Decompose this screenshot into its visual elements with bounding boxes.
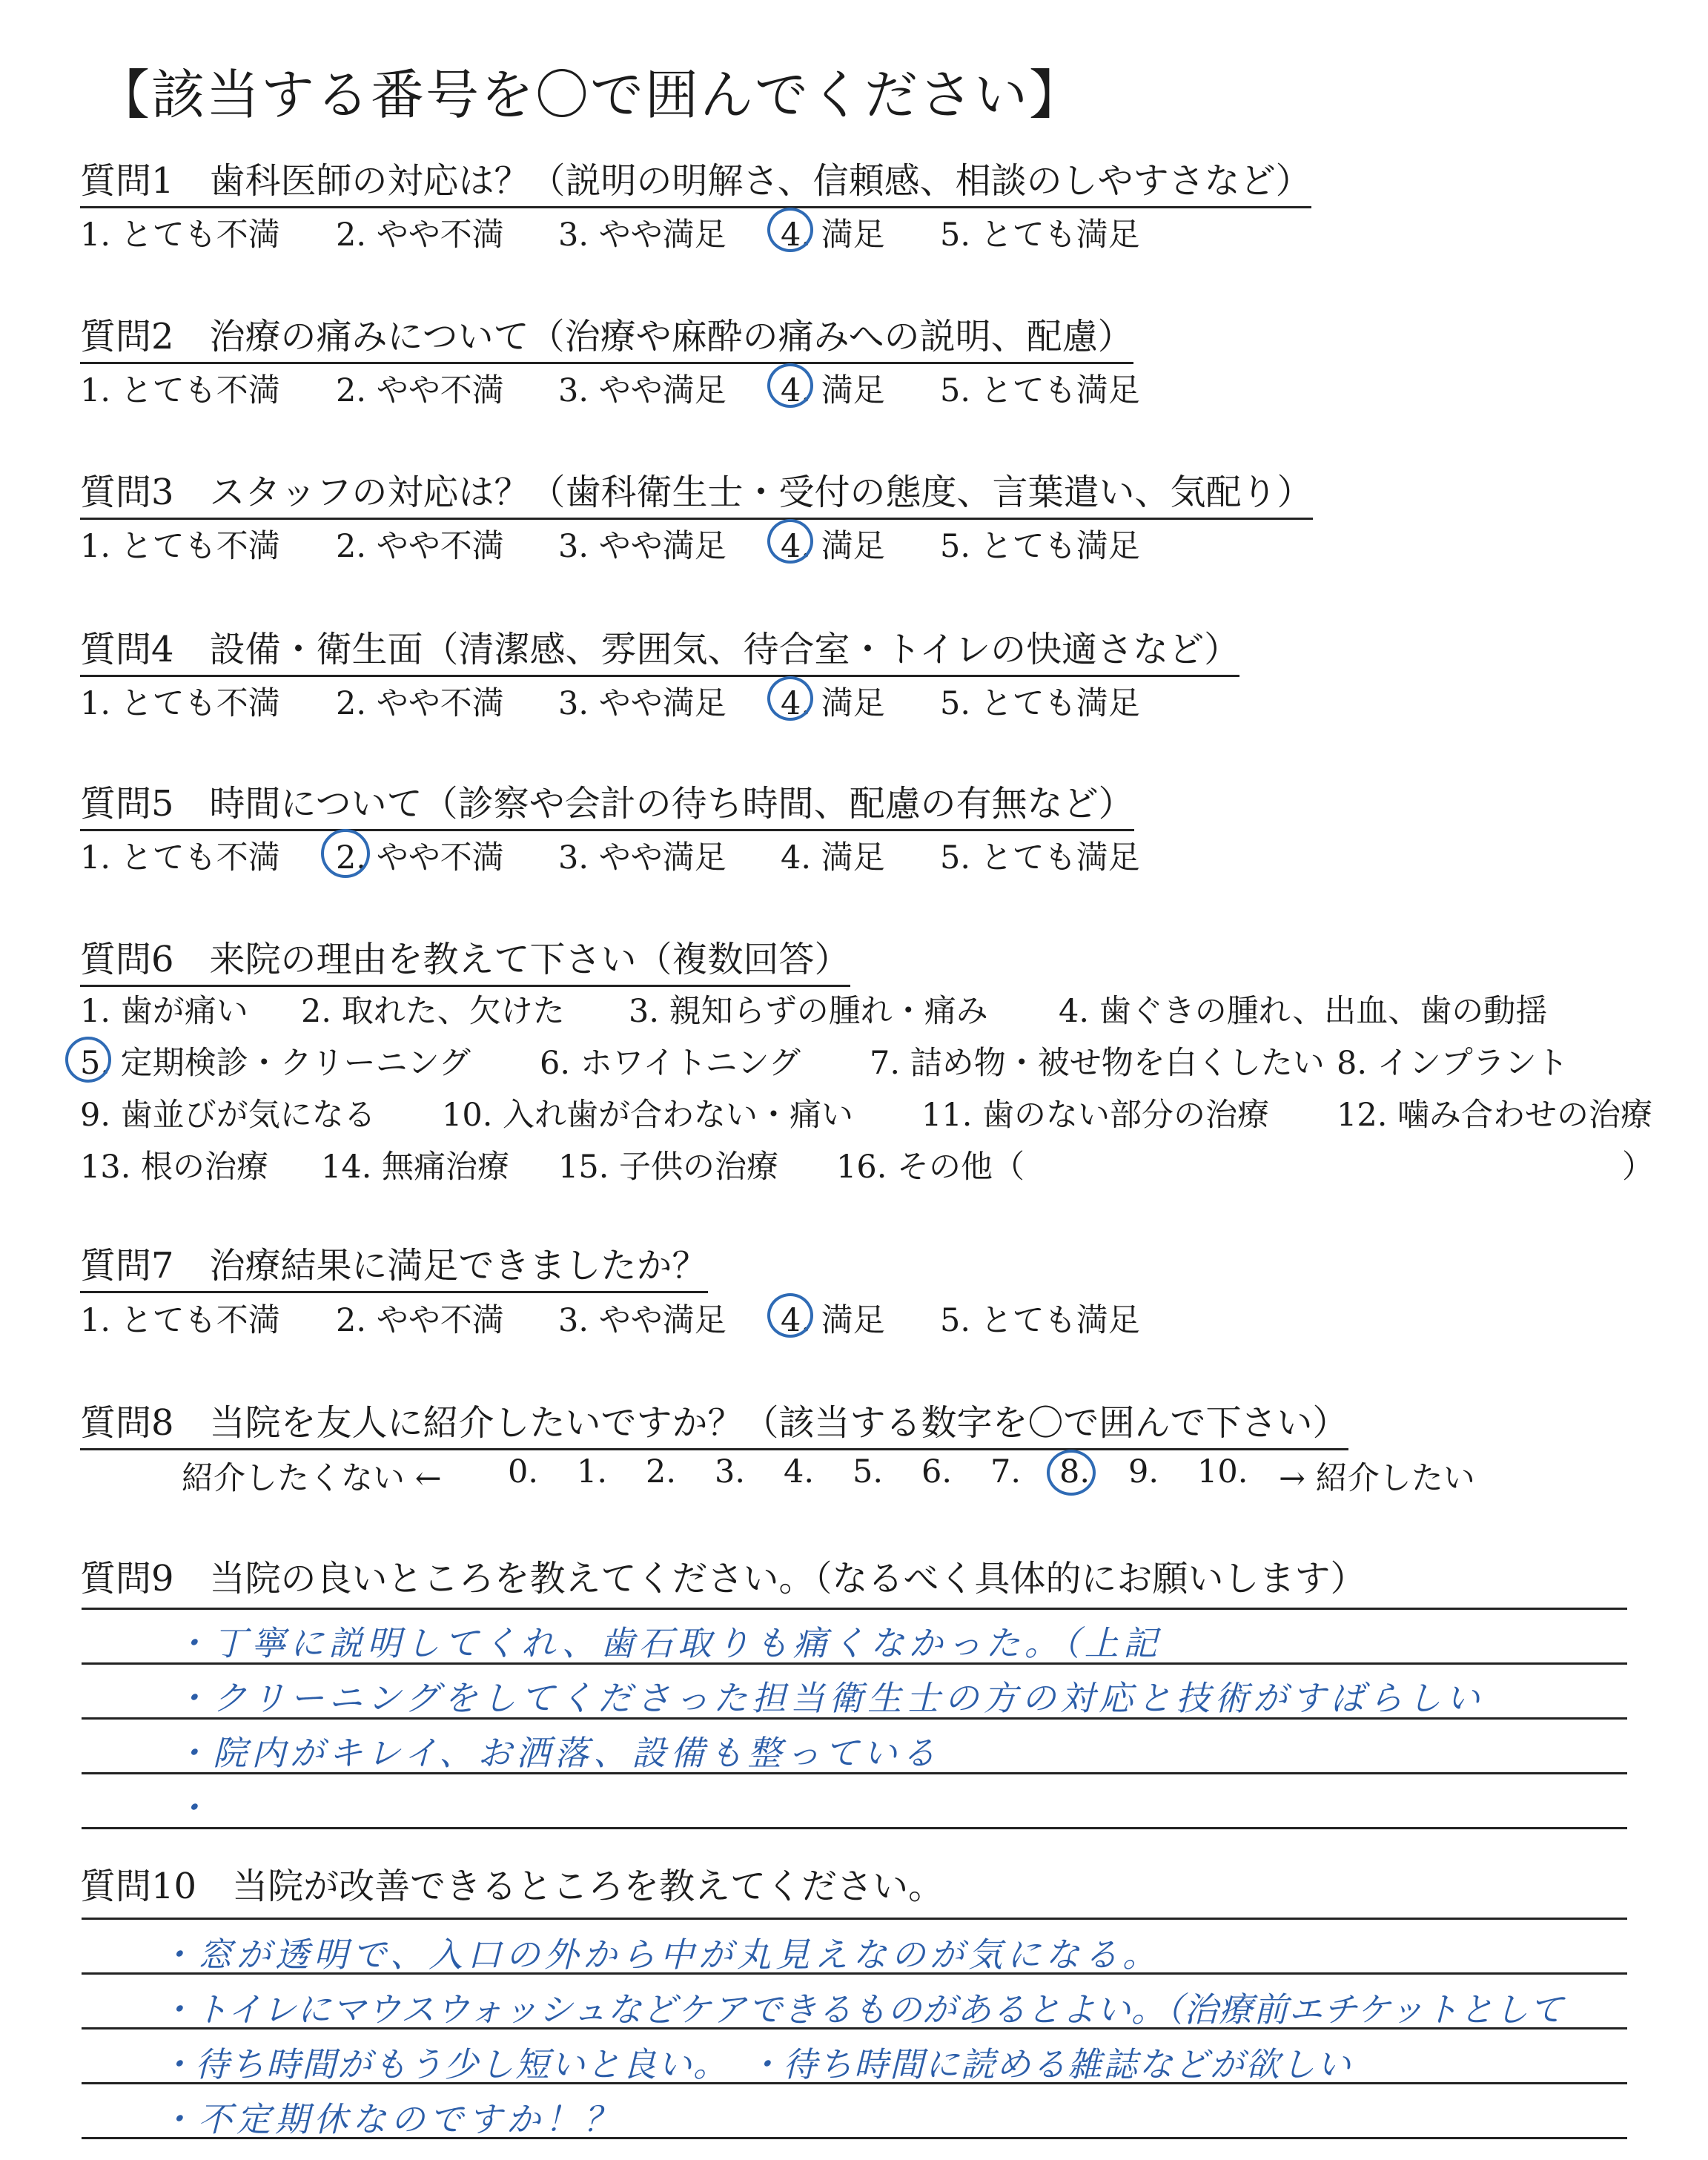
q6-option-8[interactable]: 8. インプラント	[1337, 1045, 1569, 1082]
q4-option-3[interactable]: 3. やや満足	[558, 685, 726, 722]
q1-answer-circle	[767, 208, 813, 252]
q3-option-3[interactable]: 3. やや満足	[558, 528, 726, 565]
q1-option-4[interactable]: 4. 満足	[781, 217, 885, 254]
q2-option-1[interactable]: 1. とても不満	[80, 372, 280, 409]
q9-rule-5	[82, 1827, 1627, 1829]
question-8-scale	[182, 1453, 1590, 1498]
q8-left-label: 紹介したくない ←	[182, 1460, 442, 1497]
q5-answer-circle	[321, 829, 370, 878]
q3-option-4[interactable]: 4. 満足	[781, 528, 885, 565]
q8-num-2[interactable]: 2.	[646, 1453, 677, 1490]
question-1-options	[80, 210, 1340, 254]
q9-answer-line-1[interactable]: ・丁寧に説明してくれ、歯石取りも痛くなかった。（上記	[174, 1623, 1162, 1663]
q7-option-5[interactable]: 5. とても満足	[940, 1302, 1140, 1339]
question-5-options	[80, 833, 1340, 877]
q3-option-1[interactable]: 1. とても不満	[80, 528, 280, 565]
question-7-options	[80, 1295, 1340, 1340]
q4-option-2[interactable]: 2. やや不満	[336, 685, 504, 722]
q4-answer-circle	[767, 676, 813, 721]
q10-answer-line-1[interactable]: ・窓が透明で、入口の外から中が丸見えなのが気になる。	[159, 1935, 1162, 1975]
q7-option-1[interactable]: 1. とても不満	[80, 1302, 280, 1339]
q5-option-5[interactable]: 5. とても満足	[940, 839, 1140, 876]
q6-option-4[interactable]: 4. 歯ぐきの腫れ、出血、歯の動揺	[1059, 993, 1548, 1030]
q8-right-label: → 紹介したい	[1279, 1460, 1475, 1497]
q2-option-5[interactable]: 5. とても満足	[940, 372, 1140, 409]
question-7-label: 質問7 治療結果に満足できましたか？	[80, 1237, 708, 1293]
q2-answer-circle	[767, 363, 813, 408]
q8-num-4[interactable]: 4.	[784, 1453, 815, 1490]
question-2-options	[80, 366, 1340, 410]
q8-num-9[interactable]: 9.	[1128, 1453, 1159, 1490]
question-4-label: 質問4 設備・衛生面（清潔感、雰囲気、待合室・トイレの快適さなど）	[80, 621, 1239, 677]
q8-num-3[interactable]: 3.	[715, 1453, 746, 1490]
q9-answer-line-4[interactable]: ・	[174, 1788, 213, 1828]
q6-other-close: ）	[1622, 1149, 1654, 1186]
q3-option-2[interactable]: 2. やや不満	[336, 528, 504, 565]
q9-answer-line-2[interactable]: ・クリーニングをしてくださった担当衛生士の方の対応と技術がすばらしい	[174, 1678, 1485, 1718]
question-6-options	[80, 986, 1674, 1201]
q1-option-1[interactable]: 1. とても不満	[80, 217, 280, 254]
q6-option-12[interactable]: 12. 噛み合わせの治療	[1337, 1097, 1653, 1134]
q6-option-15[interactable]: 15. 子供の治療	[558, 1149, 779, 1186]
q5-option-2[interactable]: 2. やや不満	[336, 839, 504, 876]
q6-option-13[interactable]: 13. 根の治療	[80, 1149, 269, 1186]
q4-option-1[interactable]: 1. とても不満	[80, 685, 280, 722]
question-4-options	[80, 678, 1340, 723]
q3-option-5[interactable]: 5. とても満足	[940, 528, 1140, 565]
q8-num-1[interactable]: 1.	[577, 1453, 608, 1490]
q6-option-14[interactable]: 14. 無痛治療	[321, 1149, 510, 1186]
q3-answer-circle	[767, 519, 813, 564]
q6-option-2[interactable]: 2. 取れた、欠けた	[301, 993, 565, 1030]
q8-answer-circle	[1047, 1450, 1096, 1496]
q1-option-3[interactable]: 3. やや満足	[558, 217, 726, 254]
q7-answer-circle	[767, 1293, 813, 1338]
q6-option-10[interactable]: 10. 入れ歯が合わない・痛い	[442, 1097, 854, 1134]
q6-answer-circle	[65, 1037, 111, 1083]
question-6-label: 質問6 来院の理由を教えて下さい（複数回答）	[80, 931, 850, 987]
q9-rule-1	[82, 1608, 1627, 1610]
q2-option-4[interactable]: 4. 満足	[781, 372, 885, 409]
q5-option-3[interactable]: 3. やや満足	[558, 839, 726, 876]
q8-num-8[interactable]: 8.	[1059, 1453, 1090, 1490]
q8-num-10[interactable]: 10.	[1197, 1453, 1248, 1490]
q2-option-3[interactable]: 3. やや満足	[558, 372, 726, 409]
q6-option-5[interactable]: 5. 定期検診・クリーニング	[80, 1045, 471, 1082]
q6-option-9[interactable]: 9. 歯並びが気になる	[80, 1097, 376, 1134]
question-8-label: 質問8 当院を友人に紹介したいですか？（該当する数字を〇で囲んで下さい）	[80, 1394, 1348, 1450]
q10-answer-line-3[interactable]: ・待ち時間がもう少し短いと良い。 ・待ち時間に読める雑誌などが欲しい	[159, 2044, 1352, 2084]
q1-option-2[interactable]: 2. やや不満	[336, 217, 504, 254]
q4-option-5[interactable]: 5. とても満足	[940, 685, 1140, 722]
q8-num-6[interactable]: 6.	[921, 1453, 953, 1490]
q6-option-6[interactable]: 6. ホワイトニング	[540, 1045, 801, 1082]
q2-option-2[interactable]: 2. やや不満	[336, 372, 504, 409]
q7-option-4[interactable]: 4. 満足	[781, 1302, 885, 1339]
question-1-label: 質問1 歯科医師の対応は？（説明の明解さ、信頼感、相談のしやすさなど）	[80, 152, 1311, 208]
q8-num-7[interactable]: 7.	[990, 1453, 1022, 1490]
question-9-label: 質問9 当院の良いところを教えてください。（なるべく具体的にお願いします）	[80, 1558, 1366, 1599]
q6-option-7[interactable]: 7. 詰め物・被せ物を白くしたい	[870, 1045, 1325, 1082]
q6-option-11[interactable]: 11. 歯のない部分の治療	[921, 1097, 1270, 1134]
q6-option-3[interactable]: 3. 親知らずの腫れ・痛み	[629, 993, 988, 1030]
q10-rule-1	[82, 1918, 1627, 1920]
q5-option-4[interactable]: 4. 満足	[781, 839, 885, 876]
question-2-label: 質問2 治療の痛みについて（治療や麻酔の痛みへの説明、配慮）	[80, 308, 1133, 364]
q9-answer-line-3[interactable]: ・院内がキレイ、お洒落、設備も整っている	[174, 1733, 941, 1773]
question-10-label: 質問10 当院が改善できるところを教えてください。	[80, 1866, 944, 1907]
q4-option-4[interactable]: 4. 満足	[781, 685, 885, 722]
q6-option-1[interactable]: 1. 歯が痛い	[80, 993, 248, 1030]
question-5-label: 質問5 時間について（診察や会計の待ち時間、配慮の有無など）	[80, 775, 1134, 831]
q8-num-5[interactable]: 5.	[853, 1453, 884, 1490]
q7-option-2[interactable]: 2. やや不満	[336, 1302, 504, 1339]
q6-option-16[interactable]: 16. その他（	[836, 1149, 1025, 1186]
q5-option-1[interactable]: 1. とても不満	[80, 839, 280, 876]
question-3-options	[80, 521, 1340, 566]
page-title: 【該当する番号を〇で囲んでください】	[96, 64, 1085, 126]
q8-num-0[interactable]: 0.	[508, 1453, 539, 1490]
question-3-label: 質問3 スタッフの対応は？（歯科衛生士・受付の態度、言葉遣い、気配り）	[80, 463, 1313, 520]
q10-answer-line-2[interactable]: ・トイレにマウスウォッシュなどケアできるものがあるとよい。（治療前エチケットとして	[159, 1989, 1564, 2029]
q7-option-3[interactable]: 3. やや満足	[558, 1302, 726, 1339]
q1-option-5[interactable]: 5. とても満足	[940, 217, 1140, 254]
q10-answer-line-4[interactable]: ・不定期休なのですか！？	[159, 2099, 622, 2139]
